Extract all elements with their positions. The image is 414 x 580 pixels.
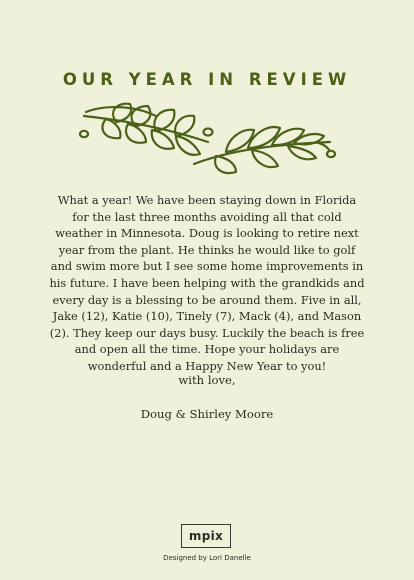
designer-credit: Designed by Lori Danelle [163, 554, 251, 562]
letter-body: What a year! We have been staying down in Florida for the last three months avoiding all that cold weather in Minnesota. Doug is looking to retire next year from the plant. He thinks he would like to golf and swim more but I see some home improvements in his future. I have been helping with the grandkids and every day is a blessing to be around them. Five in all, Jake (12), Katie (10), Tinely (7), Mack (4), and Mason (2). They keep our days busy. Luckily the beach is free and open all the time. Hope your holidays are wonderful and a Happy New Year to you! [49, 193, 365, 373]
card-title: OUR YEAR IN REVIEW [62, 70, 352, 89]
brand-name: mpix [188, 529, 224, 543]
closing-line: with love, [178, 373, 236, 387]
signature: Doug & Shirley Moore [140, 407, 274, 421]
olive-branch-icon [76, 98, 338, 178]
brand-logo [181, 524, 231, 548]
